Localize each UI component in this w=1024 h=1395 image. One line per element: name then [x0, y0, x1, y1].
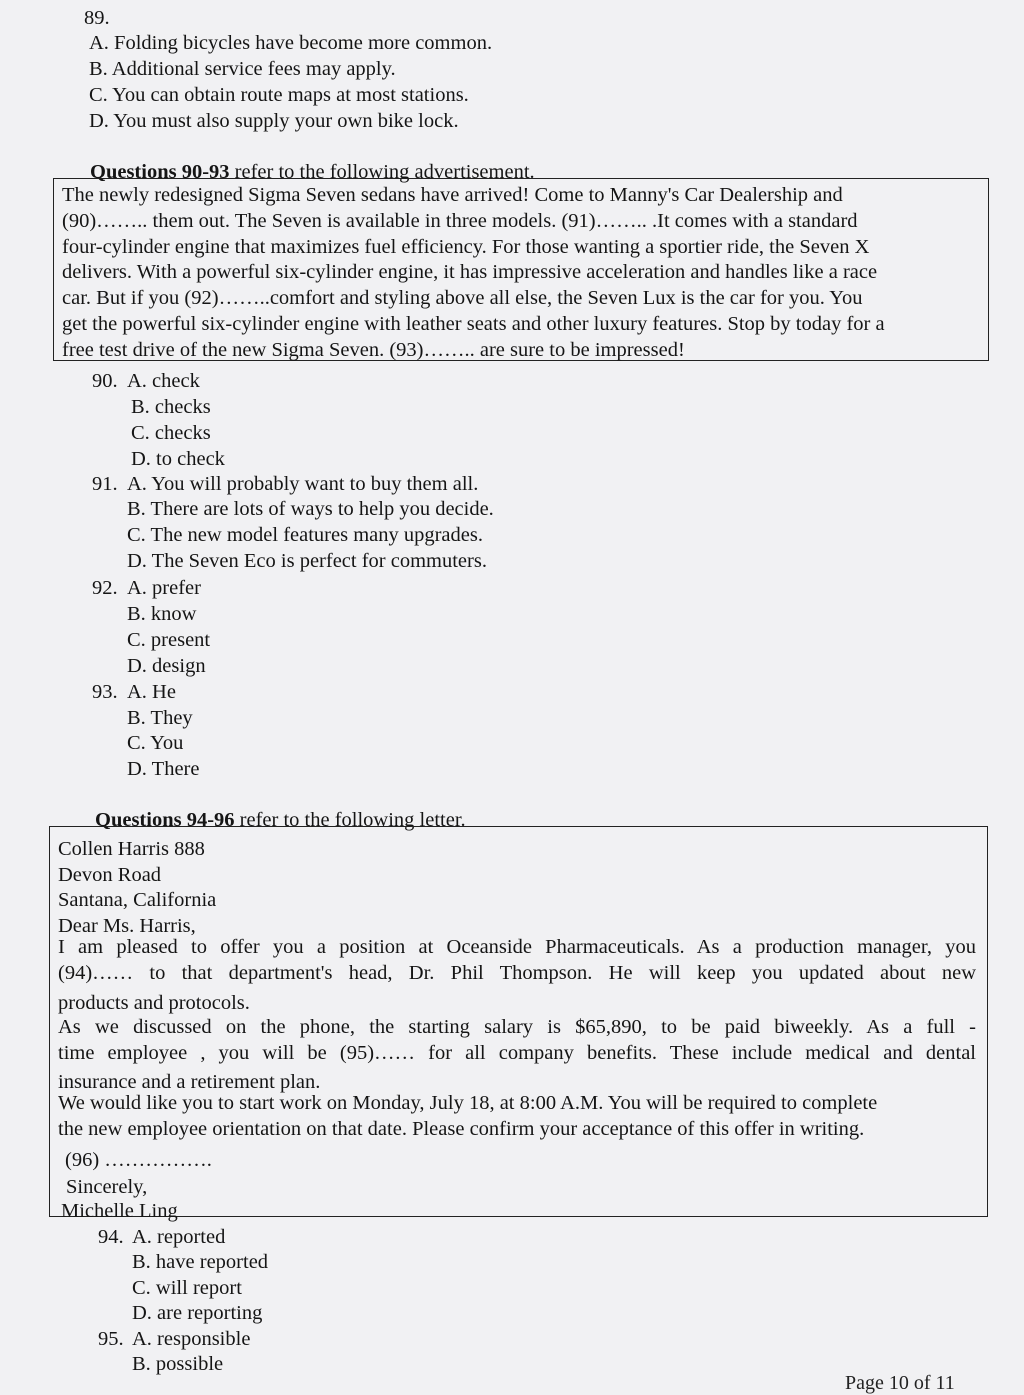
section-90-93-heading-bold: Questions 90-93 — [90, 161, 230, 183]
letter-body-line-2: (94)…… to that department's head, Dr. Phil Thompson. He will keep you updated about new — [58, 962, 976, 984]
q92-option-d: D. design — [127, 655, 206, 677]
letter-address-line-2: Devon Road — [58, 864, 162, 886]
q93-option-b: B. They — [127, 707, 193, 729]
question-92-number: 92. — [92, 577, 118, 599]
q95-option-a: A. responsible — [132, 1328, 251, 1350]
q92-option-a: A. prefer — [127, 577, 201, 599]
question-89-number: 89. — [84, 7, 110, 29]
letter-blank-96: (96) ……………. — [65, 1149, 212, 1171]
q95-option-b: B. possible — [132, 1353, 224, 1375]
question-95-number: 95. — [98, 1328, 124, 1350]
ad-line-7: free test drive of the new Sigma Seven. (93)…….. are sure to be impressed! — [62, 339, 685, 361]
question-93-number: 93. — [92, 681, 118, 703]
q92-option-b: B. know — [127, 603, 197, 625]
letter-signature: Michelle Ling — [61, 1200, 178, 1222]
letter-address-line-1: Collen Harris 888 — [58, 838, 205, 860]
q90-option-a: A. check — [127, 370, 200, 392]
q91-option-b: B. There are lots of ways to help you decide. — [127, 498, 494, 520]
q90-option-b: B. checks — [131, 396, 211, 418]
q94-option-b: B. have reported — [132, 1251, 269, 1273]
question-94-number: 94. — [98, 1226, 124, 1248]
page-number-footer: Page 10 of 11 — [845, 1372, 955, 1394]
q89-option-a: A. Folding bicycles have become more common. — [89, 32, 493, 54]
ad-line-3: four-cylinder engine that maximizes fuel efficiency. For those wanting a sportier ride, the Seven X — [62, 236, 870, 258]
letter-body-line-7: We would like you to start work on Monday, July 18, at 8:00 A.M. You will be required to complete — [58, 1092, 878, 1114]
letter-body-line-8: the new employee orientation on that date. Please confirm your acceptance of this offer in writing. — [58, 1118, 865, 1140]
q89-option-c: C. You can obtain route maps at most stations. — [89, 84, 469, 106]
letter-body-line-1: I am pleased to offer you a position at Oceanside Pharmaceuticals. As a production manager, you — [58, 936, 976, 958]
question-90-number: 90. — [92, 370, 118, 392]
q93-option-c: C. You — [127, 732, 184, 754]
question-91-number: 91. — [92, 473, 118, 495]
ad-line-6: get the powerful six-cylinder engine with leather seats and other luxury features. Stop by today for a — [62, 313, 885, 335]
section-94-96-heading-bold: Questions 94-96 — [95, 809, 235, 831]
letter-body-line-4: As we discussed on the phone, the starting salary is $65,890, to be paid biweekly. As a full - — [58, 1016, 976, 1038]
q91-option-a: A. You will probably want to buy them all. — [127, 473, 479, 495]
q90-option-d: D. to check — [131, 448, 225, 470]
q89-option-d: D. You must also supply your own bike lock. — [89, 110, 459, 132]
letter-salutation: Dear Ms. Harris, — [58, 915, 196, 937]
q94-option-a: A. reported — [132, 1226, 226, 1248]
q94-option-d: D. are reporting — [132, 1302, 263, 1324]
q93-option-a: A. He — [127, 681, 176, 703]
ad-line-2: (90)…….. them out. The Seven is available in three models. (91)…….. .It comes with a standard — [62, 210, 858, 232]
ad-line-5: car. But if you (92)……..comfort and styling above all else, the Seven Lux is the car for you. You — [62, 287, 863, 309]
section-90-93-heading-rest: refer to the following advertisement. — [229, 161, 535, 183]
q93-option-d: D. There — [127, 758, 200, 780]
ad-line-4: delivers. With a powerful six-cylinder engine, it has impressive acceleration and handles like a race — [62, 261, 878, 283]
letter-closing: Sincerely, — [66, 1176, 148, 1198]
letter-body-line-5: time employee , you will be (95)…… for all company benefits. These include medical and dental — [58, 1042, 976, 1064]
letter-address-line-3: Santana, California — [58, 889, 217, 911]
q92-option-c: C. present — [127, 629, 211, 651]
letter-body-line-3: products and protocols. — [58, 992, 250, 1014]
letter-body-line-6: insurance and a retirement plan. — [58, 1071, 321, 1093]
q89-option-b: B. Additional service fees may apply. — [89, 58, 396, 80]
section-94-96-heading-rest: refer to the following letter. — [234, 809, 466, 831]
q91-option-c: C. The new model features many upgrades. — [127, 524, 483, 546]
q90-option-c: C. checks — [131, 422, 211, 444]
ad-line-1: The newly redesigned Sigma Seven sedans have arrived! Come to Manny's Car Dealership and — [62, 184, 843, 206]
q94-option-c: C. will report — [132, 1277, 242, 1299]
q91-option-d: D. The Seven Eco is perfect for commuters. — [127, 550, 487, 572]
